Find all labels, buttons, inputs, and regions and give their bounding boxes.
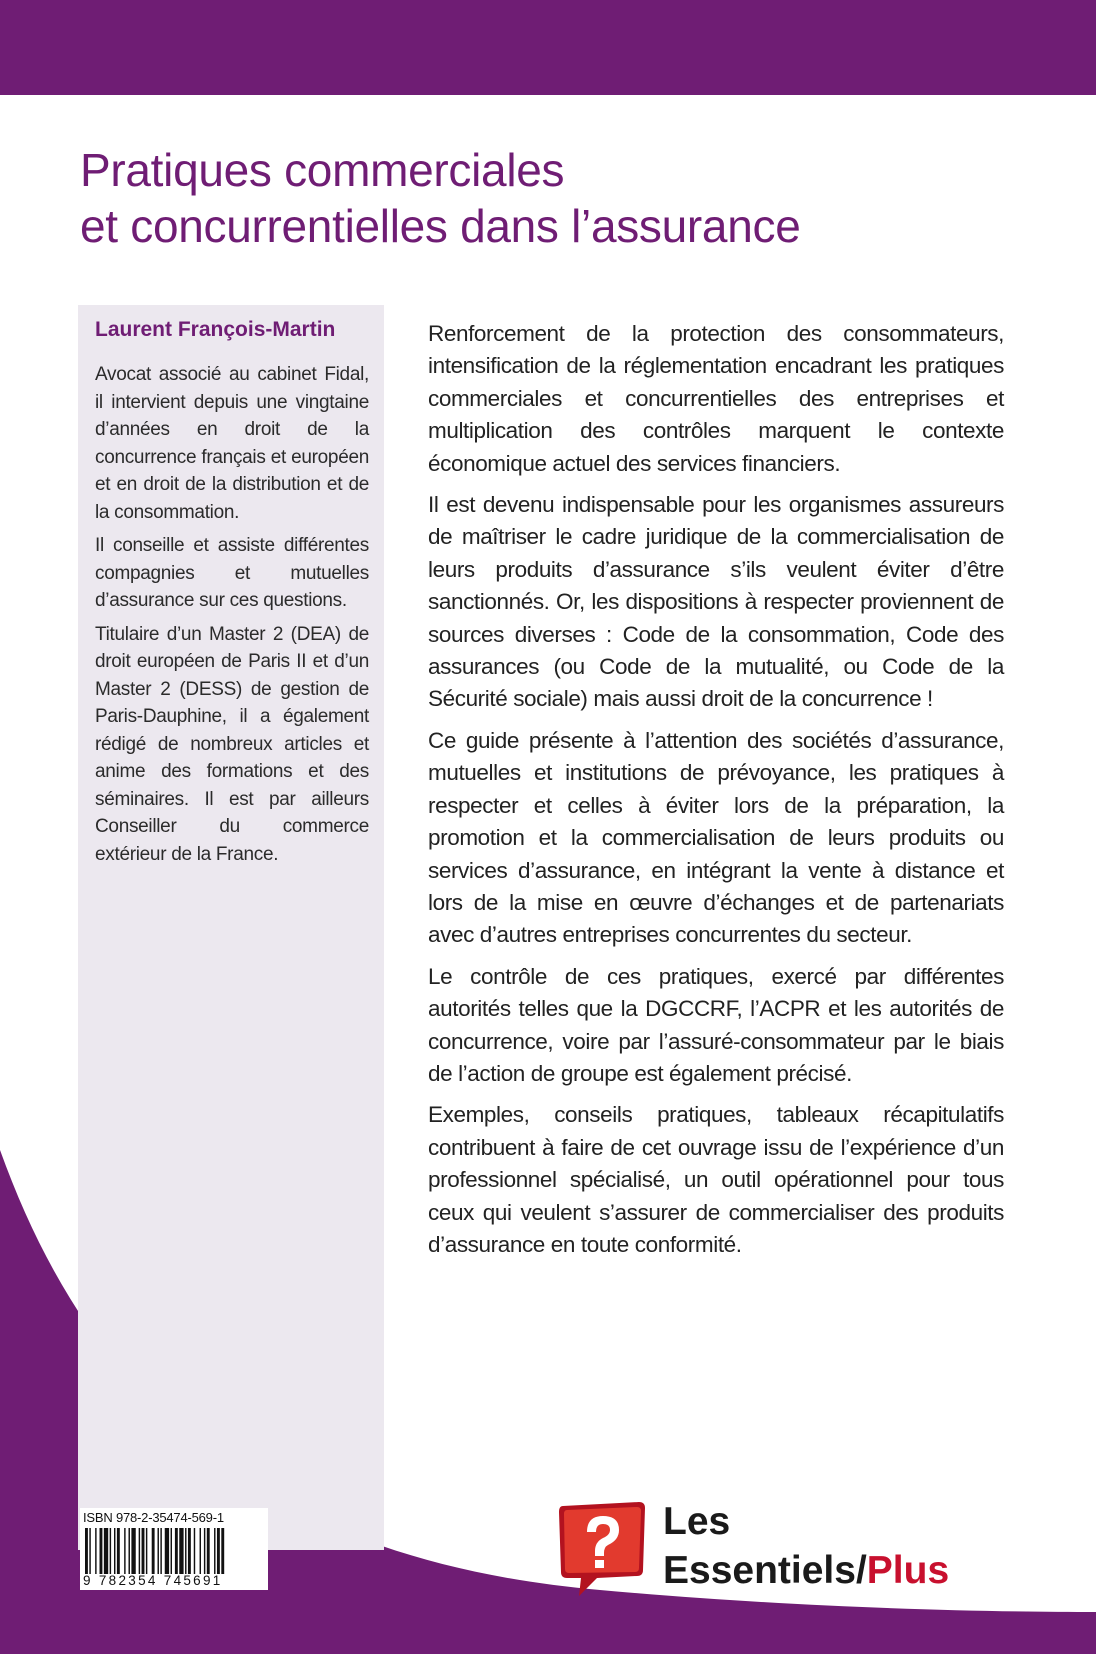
- logo-text-les: Les: [663, 1500, 731, 1543]
- description-paragraph: Il est devenu indispensable pour les organismes assureurs de maîtriser le cadre juridique de la commercialisation de leurs produits d’assurance s’ils veulent éviter d’être sanctionnés. Or, les dispositions à respecter proviennent de sources diverses : Code de la consommation, Code des assurances (ou Code de la mutualité, ou Code de la Sécurité sociale) mais aussi droit de la concurrence !: [428, 492, 1004, 712]
- book-description: [428, 318, 1004, 1270]
- question-mark-icon: [553, 1498, 649, 1598]
- logo-text-essentiels-plus: [663, 1549, 949, 1593]
- logo-text-essentiels: Essentiels: [663, 1549, 856, 1592]
- isbn-digits: 9 782354 745691: [83, 1573, 223, 1588]
- logo-text-slash: /: [855, 1549, 867, 1592]
- description-paragraph: Renforcement de la protection des consommateurs, intensification de la réglementation encadrant les pratiques commerciales et concurrentielles des entreprises et multiplication des contrôles marquent le contexte économique actuel des services financiers.: [428, 321, 1004, 476]
- author-bio-paragraph: Il conseille et assiste différentes compagnies et mutuelles d’assurance sur ces questions.: [95, 535, 369, 611]
- barcode-icon: [83, 1528, 265, 1574]
- description-paragraph: Le contrôle de ces pratiques, exercé par différentes autorités telles que la DGCCRF, l’ACPR et les autorités de concurrence, voire par l’assuré-consommateur par le biais de l’action de groupe est également précisé.: [428, 963, 1004, 1086]
- author-name: Laurent François-Martin: [95, 318, 336, 341]
- description-paragraph: Exemples, conseils pratiques, tableaux récapitulatifs contribuent à faire de cet ouvrage issu de l’expérience d’un professionnel spécialisé, un outil opérationnel pour tous ceux qui veulent s’assurer de commercialiser des produits d’assurance en toute conformité.: [428, 1102, 1004, 1257]
- publisher-logo: [553, 1498, 1003, 1598]
- isbn-barcode-block: [80, 1508, 268, 1590]
- isbn-label: ISBN 978-2-35474-569-1: [83, 1510, 224, 1525]
- book-title: [80, 142, 1040, 254]
- title-line-2: et concurrentielles dans l’assurance: [80, 200, 801, 252]
- author-bio-paragraph: Avocat associé au cabinet Fidal, il intervient depuis une vingtaine d’années en droit de la concurrence français et européen et en droit de la distribution et de la consommation.: [95, 364, 369, 523]
- description-paragraph: Ce guide présente à l’attention des sociétés d’assurance, mutuelles et institutions de prévoyance, les pratiques à respecter et celles à éviter lors de la préparation, la promotion et la commercialisation de leurs produits ou services d’assurance, en intégrant la vente à distance et lors de la mise en œuvre d’échanges et de partenariats avec d’autres entreprises concurrentes du secteur.: [428, 727, 1004, 948]
- author-bio-paragraph: Titulaire d’un Master 2 (DEA) de droit européen de Paris II et d’un Master 2 (DESS) de gestion de Paris-Dauphine, il a également rédigé de nombreux articles et anime des formations et des séminaires. Il est par ailleurs Conseiller du commerce extérieur de la France.: [95, 623, 369, 865]
- title-line-1: Pratiques commerciales: [80, 144, 565, 196]
- author-bio: [95, 361, 369, 874]
- logo-text-plus: Plus: [866, 1549, 950, 1592]
